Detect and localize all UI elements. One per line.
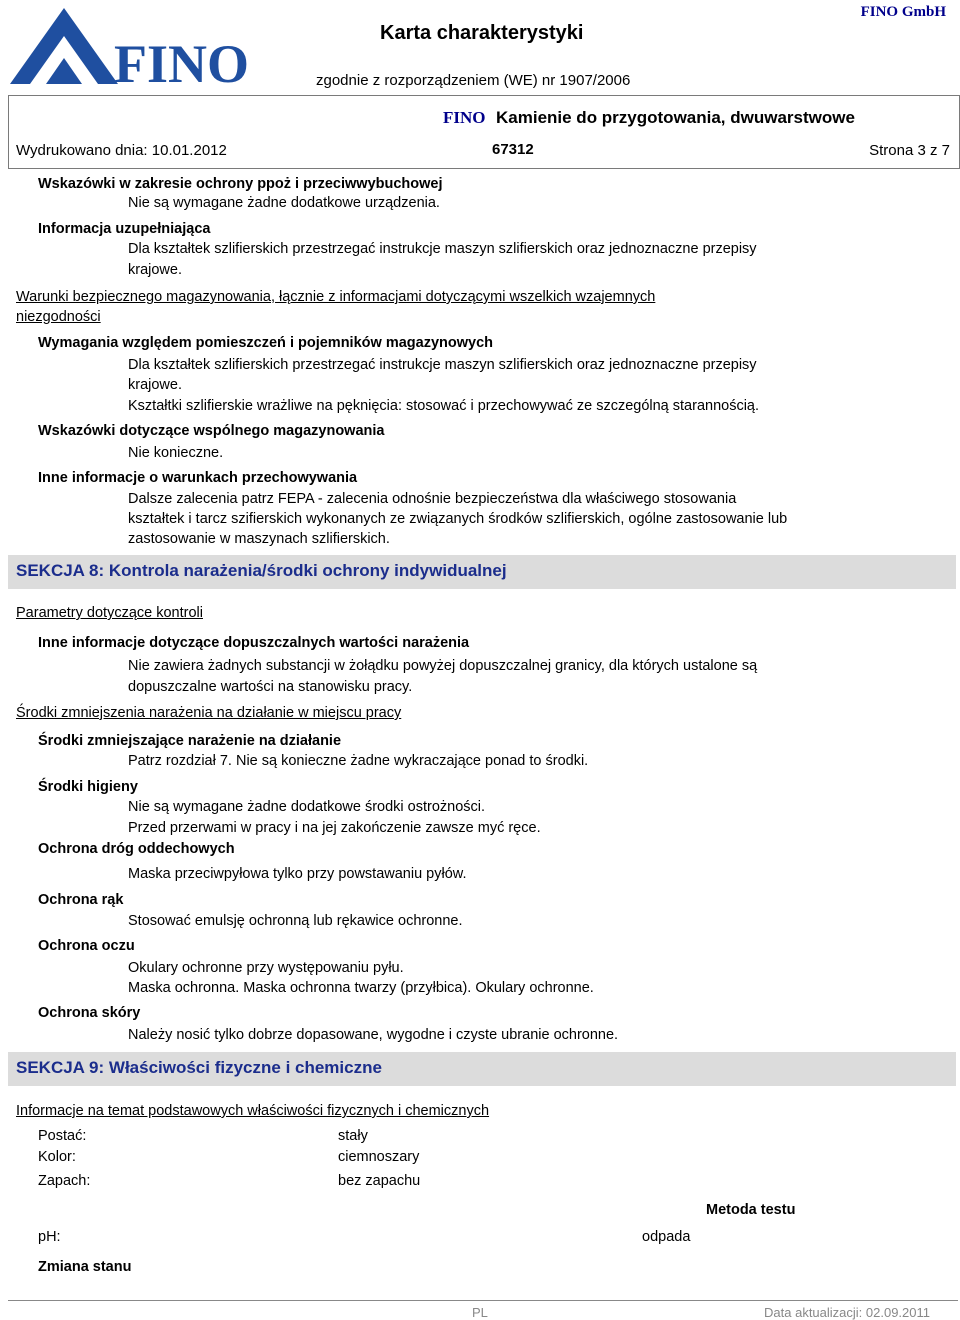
limits-line1: Nie zawiera żadnych substancji w żołądku powyżej dopuszczalnej granicy, dla których ustalone są (128, 658, 758, 674)
state-change-heading: Zmiana stanu (38, 1259, 132, 1275)
footer-update-date: Data aktualizacji: 02.09.2011 (764, 1305, 930, 1320)
other-line3: zastosowanie w maszynach szlifierskich. (128, 531, 390, 547)
color-value: ciemnoszary (338, 1149, 420, 1165)
section8-title: SEKCJA 8: Kontrola narażenia/środki ochrony indywidualnej (16, 561, 507, 580)
hygiene-line1: Nie są wymagane żadne dodatkowe środki ostrożności. (128, 799, 486, 815)
form-value: stały (338, 1128, 368, 1144)
measures-heading: Środki zmniejszające narażenie na działanie (38, 733, 342, 749)
storage-heading-line2: niezgodności (16, 309, 101, 325)
color-label: Kolor: (38, 1149, 76, 1165)
page-number: Strona 3 z 7 (869, 142, 950, 159)
logo-text: FINO (114, 34, 249, 94)
params-heading: Parametry dotyczące kontroli (16, 605, 203, 621)
info-heading: Informacja uzupełniająca (38, 221, 211, 237)
odor-label: Zapach: (38, 1173, 91, 1189)
rooms-line1: Dla kształtek szlifierskich przestrzegać instrukcje maszyn szlifierskich oraz jednoznaczne przepisy (128, 357, 757, 373)
hygiene-line2: Przed przerwami w pracy i na jej zakończenie zawsze myć ręce. (128, 820, 541, 836)
eye-heading: Ochrona oczu (38, 938, 135, 954)
rooms-heading: Wymagania względem pomieszczeń i pojemników magazynowych (38, 335, 493, 351)
limits-heading: Inne informacje dotyczące dopuszczalnych wartości narażenia (38, 635, 470, 651)
reduce-heading: Środki zmniejszenia narażenia na działanie w miejscu pracy (16, 705, 402, 721)
info-line1: Dla kształtek szlifierskich przestrzegać instrukcje maszyn szlifierskich oraz jednoznaczne przepisy (128, 241, 757, 257)
brand-small: FINO (443, 108, 486, 127)
printed-date: Wydrukowano dnia: 10.01.2012 (16, 142, 227, 159)
info-line2: krajowe. (128, 262, 182, 278)
other-line1: Dalsze zalecenia patrz FEPA - zalecenia odnośnie bezpieczeństwa dla właściwego stosowania (128, 491, 737, 507)
skin-heading: Ochrona skóry (38, 1005, 141, 1021)
respiratory-heading: Ochrona dróg oddechowych (38, 841, 235, 857)
product-name: Kamienie do przygotowania, dwuwarstwowe (496, 108, 855, 127)
other-heading: Inne informacje o warunkach przechowywania (38, 470, 358, 486)
hand-text: Stosować emulsję ochronną lub rękawice ochronne. (128, 913, 463, 929)
document-title: Karta charakterystyki (380, 22, 584, 44)
regulation-text: zgodnie z rozporządzeniem (WE) nr 1907/2006 (316, 72, 631, 89)
measures-text: Patrz rozdział 7. Nie są konieczne żadne wykraczające ponad to środki. (128, 753, 589, 769)
joint-heading: Wskazówki dotyczące wspólnego magazynowania (38, 423, 385, 439)
eye-line1: Okulary ochronne przy występowaniu pyłu. (128, 960, 404, 976)
form-label: Postać: (38, 1128, 87, 1144)
rooms-line2: krajowe. (128, 377, 182, 393)
hand-heading: Ochrona rąk (38, 892, 124, 908)
company-name: FINO GmbH (860, 4, 946, 20)
fire-heading: Wskazówki w zakresie ochrony ppoż i przeciwwybuchowej (38, 176, 443, 192)
properties-heading: Informacje na temat podstawowych właściwości fizycznych i chemicznych (16, 1103, 490, 1119)
section9-title: SEKCJA 9: Właściwości fizyczne i chemiczne (16, 1058, 382, 1077)
footer-language: PL (472, 1305, 488, 1320)
storage-heading-line1: Warunki bezpiecznego magazynowania, łącznie z informacjami dotyczącymi wszelkich wzajemnych (16, 289, 656, 305)
fire-text: Nie są wymagane żadne dodatkowe urządzenia. (128, 195, 440, 211)
eye-line2: Maska ochronna. Maska ochronna twarzy (przyłbica). Okulary ochronne. (128, 980, 594, 996)
section9-bar (8, 1052, 956, 1086)
other-line2: kształtek i tarcz szifierskich wykonanych ze związanych środków szlifierskich, ogólne zastosowanie lub (128, 511, 788, 527)
rooms-line3: Kształtki szlifierskie wrażliwe na pęknięcia: stosować i przechowywać ze szczególną starannością. (128, 398, 760, 414)
hygiene-heading: Środki higieny (38, 779, 138, 795)
fino-logo (6, 2, 249, 94)
test-method-heading: Metoda testu (706, 1202, 796, 1218)
skin-text: Należy nosić tylko dobrze dopasowane, wygodne i czyste ubranie ochronne. (128, 1027, 619, 1043)
product-code: 67312 (492, 141, 534, 158)
respiratory-text: Maska przeciwpyłowa tylko przy powstawaniu pyłów. (128, 866, 467, 882)
odor-value: bez zapachu (338, 1173, 421, 1189)
ph-value: odpada (642, 1229, 691, 1245)
ph-label: pH: (38, 1229, 61, 1245)
section8-bar (8, 555, 956, 589)
footer-divider (8, 1300, 958, 1301)
limits-line2: dopuszczalne wartości na stanowisku pracy. (128, 679, 413, 695)
joint-text: Nie konieczne. (128, 445, 224, 461)
